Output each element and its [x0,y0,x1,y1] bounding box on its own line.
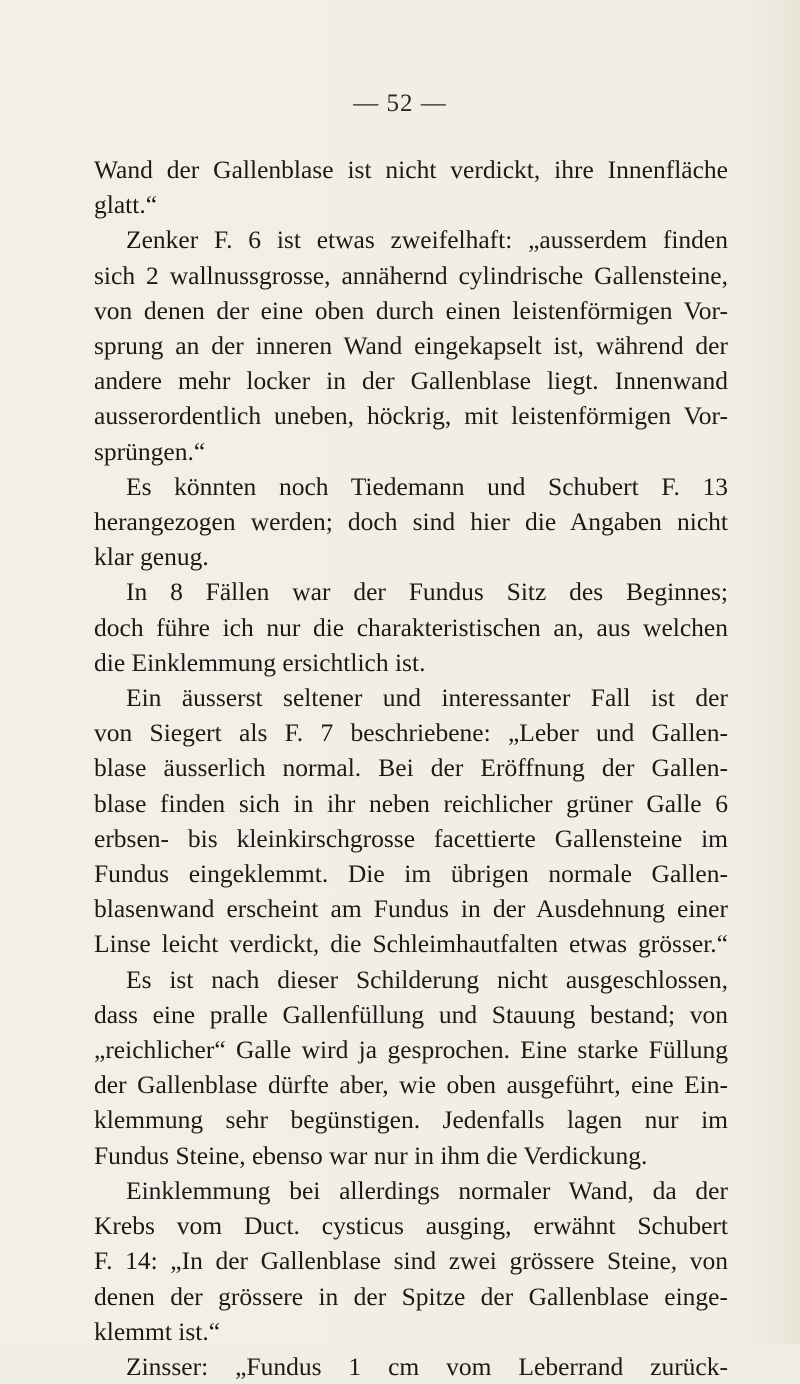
text-line: die Einklemmung ersichtlich ist. [94,647,426,677]
text-line: doch führe ich nur die charakteristischen an, aus welchen [94,612,728,642]
text-line: Fundus eingeklemmt. Die im übrigen normale Gallen- [94,859,728,889]
text-line: andere mehr locker in der Gallenblase liegt. Innenwand [94,366,728,396]
text-line: blasenwand erscheint am Fundus in der Ausdehnung einer [94,894,728,924]
text-line: ausserordentlich uneben, höckrig, mit leistenförmigen Vor- [94,401,728,431]
text-line: blase finden sich in ihr neben reichlicher grüner Galle 6 [94,788,728,818]
text-line: herangezogen werden; doch sind hier die Angaben nicht [94,507,728,537]
text-line: Es könnten noch Tiedemann und Schubert F. 13 [126,471,728,501]
text-line: „reichlicher“ Galle wird ja gesprochen. Eine starke Füllung [94,1035,728,1065]
text-line: sprung an der inneren Wand eingekapselt ist, während der [94,331,728,361]
page-number-header: — 52 — [353,90,447,117]
text-line: denen der grössere in der Spitze der Gallenblase einge- [94,1281,728,1311]
text-line: Fundus Steine, ebenso war nur in ihm die Verdickung. [94,1140,648,1170]
text-line: sich 2 wallnussgrosse, annähernd cylindrische Gallensteine, [94,260,728,290]
text-line: erbsen- bis kleinkirschgrosse facettierte Gallensteine im [94,823,728,853]
text-line: F. 14: „In der Gallenblase sind zwei grössere Steine, von [94,1246,728,1276]
text-line: blase äusserlich normal. Bei der Eröffnung der Gallen- [94,753,728,783]
text-line: klemmt ist.“ [94,1316,221,1346]
text-line: Zinsser: „Fundus 1 cm vom Leberrand zurück- [126,1351,728,1381]
text-line: dass eine pralle Gallenfüllung und Stauung bestand; von [94,999,728,1029]
text-line: Zenker F. 6 ist etwas zweifelhaft: „ausserdem finden [126,225,728,255]
text-line: von denen der eine oben durch einen leistenförmigen Vor- [94,295,728,325]
text-line: von Siegert als F. 7 beschriebene: „Leber und Gallen- [94,718,728,748]
text-line: In 8 Fällen war der Fundus Sitz des Beginnes; [126,577,728,607]
text-line: klemmung sehr begünstigen. Jedenfalls lagen nur im [94,1105,728,1135]
text-line: sprüngen.“ [94,436,206,466]
text-line: Es ist nach dieser Schilderung nicht ausgeschlossen, [126,964,728,994]
body-text [94,152,728,1384]
text-line: Wand der Gallenblase ist nicht verdickt, ihre Innenfläche [94,155,728,184]
text-line: Einklemmung bei allerdings normaler Wand, da der [126,1175,728,1205]
text-line: Krebs vom Duct. cysticus ausging, erwähnt Schubert [94,1211,728,1241]
text-line: klar genug. [94,542,209,572]
text-line: Linse leicht verdickt, die Schleimhautfalten etwas grösser.“ [94,929,728,959]
text-line: der Gallenblase dürfte aber, wie oben ausgeführt, eine Ein- [94,1070,728,1100]
text-line: Ein äusserst seltener und interessanter Fall ist der [126,683,728,713]
text-line: glatt.“ [94,190,158,220]
